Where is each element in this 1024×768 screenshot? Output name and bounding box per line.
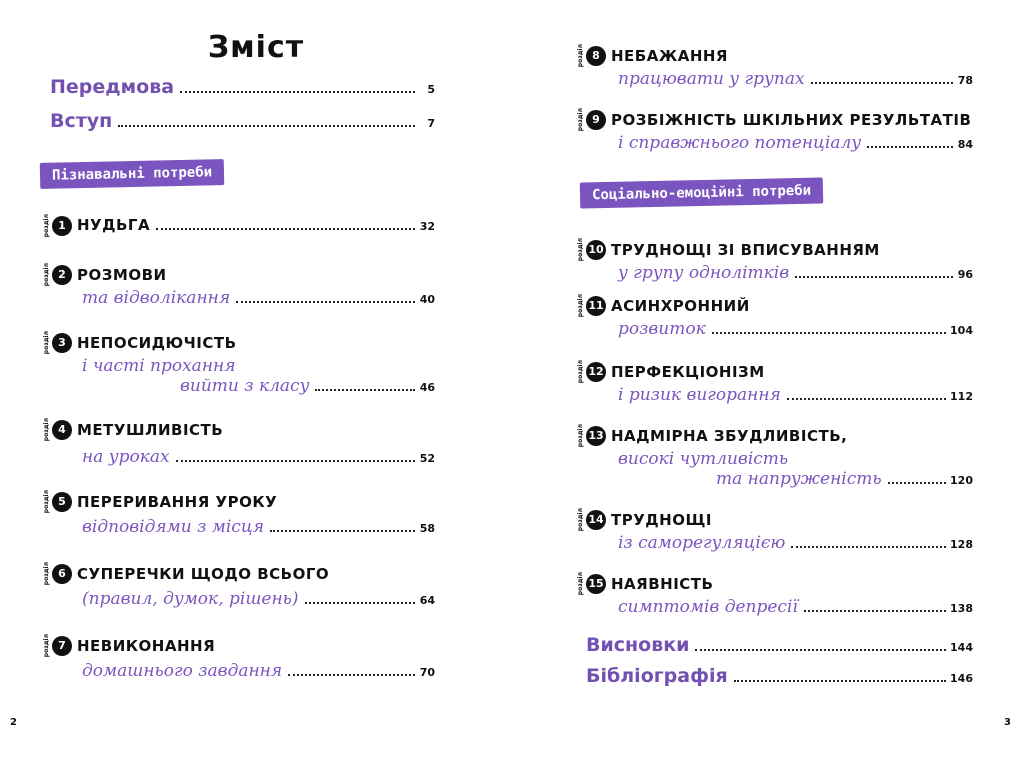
chapter-number-badge: 15 [586,574,606,594]
toc-chapter-2[interactable] [44,263,435,308]
chapter-number-badge: 4 [52,420,72,440]
chapter-page: 46 [419,381,435,395]
chapter-page: 78 [957,74,973,88]
chapter-title: НЕПОСИДЮЧІСТЬ [77,333,237,352]
chapter-title: МЕТУШЛИВІСТЬ [77,420,224,439]
chapter-number-badge: 9 [586,110,606,130]
chapter-subtitle: (правил, думок, рішень) [82,589,299,610]
dot-leader [888,482,946,484]
toc-chapter-3[interactable] [44,331,435,396]
chapter-title: ПЕРФЕКЦІОНІЗМ [611,362,765,381]
dot-leader [734,680,946,682]
dot-leader [795,276,953,278]
dot-leader [791,546,946,548]
chapter-page: 40 [419,293,435,307]
chapter-number-badge: 11 [586,296,606,316]
toc-chapter-9[interactable] [578,108,973,153]
section-heading-cognitive: Пізнавальні потреби [40,159,225,189]
chapter-number-badge: 3 [52,333,72,353]
toc-chapter-15[interactable] [578,572,973,617]
chapter-page: 32 [419,220,435,234]
chapter-number-badge: 12 [586,362,606,382]
toc-chapter-5[interactable] [44,490,435,537]
dot-leader [712,332,946,334]
entry-page: 146 [950,672,973,685]
dot-leader [118,125,415,127]
chapter-title: АСИНХРОННИЙ [611,296,750,315]
chapter-title: НАДМІРНА ЗБУДЛИВІСТЬ, [611,426,848,445]
dot-leader [288,674,415,676]
toc-chapter-4[interactable] [44,418,435,467]
dot-leader [315,389,415,391]
chapter-page: 96 [957,268,973,282]
chapter-label: розділ [577,44,584,68]
chapter-subtitle: і часті прохання [82,356,236,377]
toc-entry-bibliography[interactable] [586,665,973,687]
chapter-label: розділ [577,108,584,132]
chapter-page: 84 [957,138,973,152]
chapter-number-badge: 7 [52,636,72,656]
section-heading-social-emotional: Соціально-емоційні потреби [580,177,824,208]
chapter-subtitle: і ризик вигорання [618,385,781,406]
chapter-label: розділ [577,508,584,532]
chapter-page: 58 [419,522,435,536]
chapter-subtitle: із саморегуляцією [618,533,786,554]
dot-leader [270,530,415,532]
chapter-title: СУПЕРЕЧКИ ЩОДО ВСЬОГО [77,564,330,583]
entry-page: 144 [950,641,973,654]
dot-leader [695,649,946,651]
chapter-page: 52 [419,452,435,466]
chapter-subtitle: розвиток [618,319,706,340]
toc-chapter-7[interactable] [44,634,435,681]
chapter-title: РОЗМОВИ [77,265,167,284]
chapter-subtitle: у групу однолітків [618,263,790,284]
entry-page: 7 [427,117,435,130]
dot-leader [236,301,415,303]
page-number: 2 [10,717,17,728]
chapter-label: розділ [43,634,50,658]
chapter-label: розділ [577,360,584,384]
chapter-page: 112 [950,390,973,404]
chapter-subtitle: домашнього завдання [82,661,283,682]
chapter-subtitle: симптомів депресії [618,597,798,618]
dot-leader [180,91,415,93]
dot-leader [811,82,953,84]
chapter-label: розділ [43,214,50,238]
toc-entry-foreword[interactable] [50,76,435,98]
page-title: Зміст [207,30,305,65]
toc-chapter-6[interactable] [44,562,435,609]
chapter-title: НЕВИКОНАННЯ [77,636,216,655]
chapter-number-badge: 8 [586,46,606,66]
toc-chapter-10[interactable] [578,238,973,283]
chapter-label: розділ [577,294,584,318]
chapter-label: розділ [577,424,584,448]
chapter-number-badge: 5 [52,492,72,512]
chapter-subtitle: високі чутливість [618,449,789,470]
entry-page: 5 [427,83,435,96]
right-page [512,0,1024,768]
toc-chapter-12[interactable] [578,360,973,405]
dot-leader [176,460,415,462]
chapter-page: 128 [950,538,973,552]
chapter-label: розділ [577,572,584,596]
chapter-page: 64 [419,594,435,608]
chapter-subtitle: на уроках [82,447,170,468]
dot-leader [305,602,415,604]
toc-entry-introduction[interactable] [50,110,435,132]
chapter-label: розділ [43,263,50,287]
chapter-subtitle: працювати у групах [618,69,805,90]
chapter-title: ТРУДНОЩІ ЗІ ВПИСУВАННЯМ [611,240,880,259]
chapter-label: розділ [43,562,50,586]
chapter-page: 104 [950,324,973,338]
toc-entry-conclusions[interactable] [586,634,973,656]
entry-label: Передмова [50,76,175,98]
chapter-title: НЕБАЖАННЯ [611,46,728,65]
chapter-label: розділ [577,238,584,262]
chapter-number-badge: 1 [52,216,72,236]
entry-label: Бібліографія [586,665,728,687]
chapter-number-badge: 6 [52,564,72,584]
chapter-label: розділ [43,490,50,514]
dot-leader [787,398,946,400]
entry-label: Висновки [586,634,690,656]
toc-chapter-13[interactable] [578,424,973,489]
dot-leader [156,228,415,230]
chapter-subtitle: вийти з класу [180,376,310,397]
toc-chapter-11[interactable] [578,294,973,339]
entry-label: Вступ [50,110,113,132]
chapter-page: 120 [950,474,973,488]
dot-leader [867,146,953,148]
chapter-subtitle: та напруженість [716,469,882,490]
chapter-subtitle: і справжнього потенціалу [618,133,862,154]
chapter-subtitle: та відволікання [82,288,231,309]
toc-chapter-8[interactable] [578,44,973,89]
chapter-subtitle: відповідями з місця [82,517,264,538]
dot-leader [804,610,946,612]
chapter-title: ПЕРЕРИВАННЯ УРОКУ [77,492,278,511]
chapter-number-badge: 13 [586,426,606,446]
chapter-label: розділ [43,418,50,442]
chapter-number-badge: 2 [52,265,72,285]
chapter-title: НУДЬГА [77,216,151,235]
chapter-label: розділ [43,331,50,355]
toc-chapter-14[interactable] [578,508,973,553]
chapter-number-badge: 14 [586,510,606,530]
chapter-title: ТРУДНОЩІ [611,510,712,529]
chapter-title: РОЗБІЖНІСТЬ ШКІЛЬНИХ РЕЗУЛЬТАТІВ [611,110,972,129]
chapter-number-badge: 10 [586,240,606,260]
page-number: 3 [1004,717,1011,728]
toc-chapter-1[interactable] [44,214,435,237]
chapter-page: 70 [419,666,435,680]
chapter-title: НАЯВНІСТЬ [611,574,714,593]
chapter-page: 138 [950,602,973,616]
